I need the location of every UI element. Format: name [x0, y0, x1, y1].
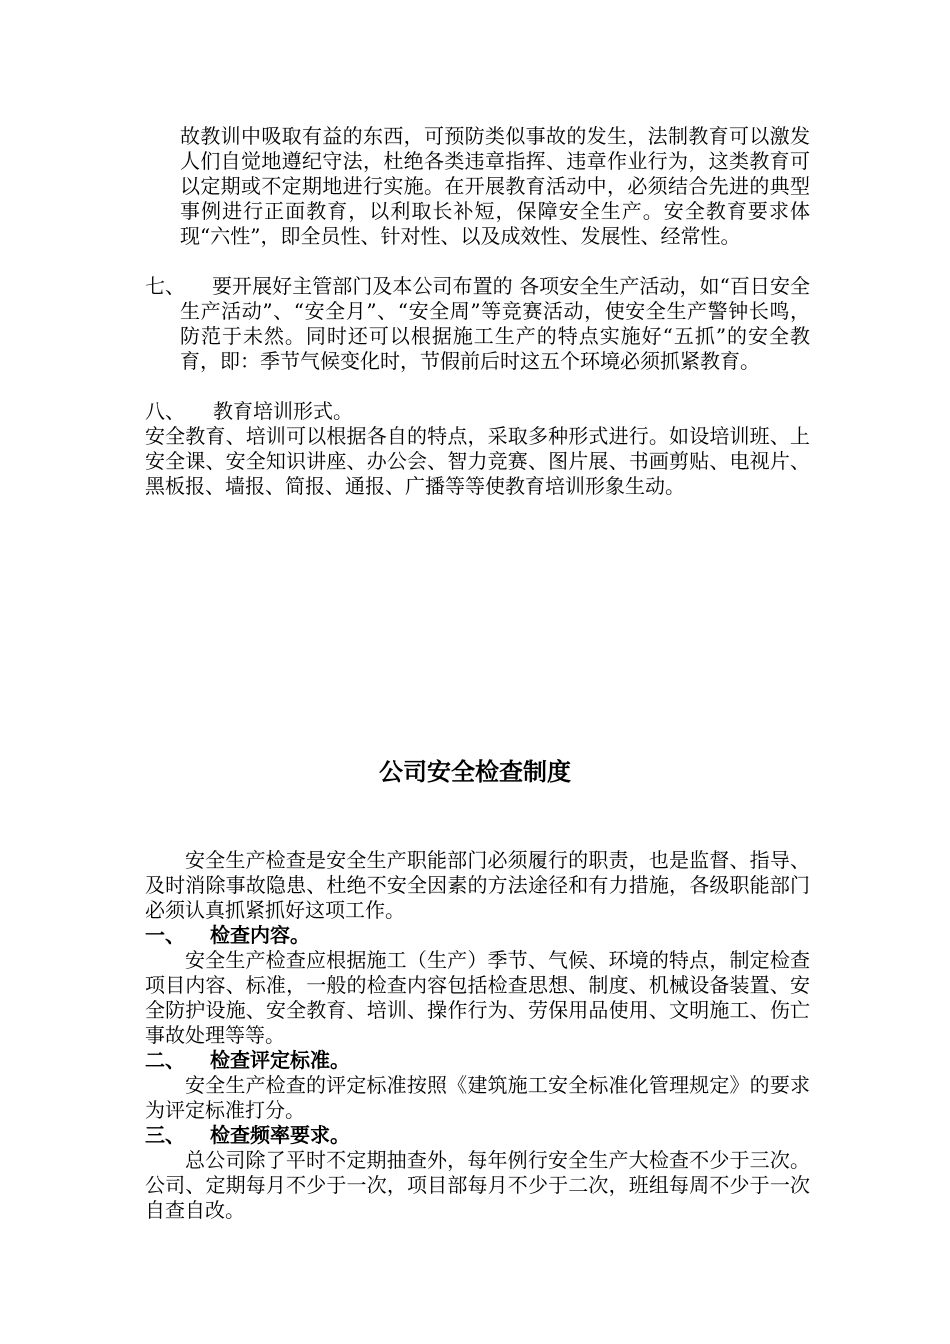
heading-one — [145, 923, 810, 948]
heading-two-text: 检查评定标准。 — [210, 1048, 350, 1072]
heading-one-number: 一、 — [145, 923, 185, 947]
item-seven-text: 要开展好主管部门及本公司布置的 各项安全生产活动，如“百日安全生产活动”、“安全月”、“安全周”等竞赛活动，使安全生产警钟长鸣，防范于未然。同时还可以根据施工生产的特点实施好“五抓”的安全教育，即：季节气候变化时，节假前后时这五个环境必须抓紧教育。 — [180, 274, 810, 373]
heading-one-text: 检查内容。 — [210, 923, 310, 947]
intro-paragraph: 安全生产检查是安全生产职能部门必须履行的职责，也是监督、指导、及时消除事故隐患、杜绝不安全因素的方法途径和有力措施，各级职能部门必须认真抓紧抓好这项工作。 — [145, 848, 810, 922]
continued-paragraph: 故教训中吸取有益的东西，可预防类似事故的发生，法制教育可以激发人们自觉地遵纪守法，杜绝各类违章指挥、违章作业行为，这类教育可以定期或不定期地进行实施。在开展教育活动中，必须结合先进的典型事例进行正面教育，以利取长补短，保障安全生产。安全教育要求体现“六性”，即全员性、针对性、以及成效性、发展性、经常性。 — [180, 124, 810, 248]
item-eight-text: 教育培训形式。 — [213, 399, 353, 423]
paragraph-three: 总公司除了平时不定期抽查外，每年例行安全生产大检查不少于三次。公司、定期每月不少于一次，项目部每月不少于二次，班组每周不少于一次自查自改。 — [145, 1148, 810, 1222]
heading-two — [145, 1048, 810, 1073]
heading-three-text: 检查频率要求。 — [210, 1123, 350, 1147]
paragraph-one: 安全生产检查应根据施工（生产）季节、气候、环境的特点，制定检查项目内容、标准，一般的检查内容包括检查思想、制度、机械设备装置、安全防护设施、安全教育、培训、操作行为、劳保用品使用、文明施工、伤亡事故处理等等。 — [145, 948, 810, 1047]
item-eight-number: 八、 — [145, 399, 185, 423]
heading-three-number: 三、 — [145, 1123, 185, 1147]
item-seven-number: 七、 — [145, 274, 185, 298]
heading-two-number: 二、 — [145, 1048, 185, 1072]
paragraph-two: 安全生产检查的评定标准按照《建筑施工安全标准化管理规定》的要求为评定标准打分。 — [145, 1073, 810, 1122]
heading-three — [145, 1123, 810, 1148]
item-eight-heading — [145, 399, 810, 424]
section-title: 公司安全检查制度 — [379, 758, 571, 786]
item-seven — [145, 274, 810, 374]
item-eight-paragraph: 安全教育、培训可以根据各自的特点，采取多种形式进行。如设培训班、上安全课、安全知识讲座、办公会、智力竞赛、图片展、书画剪贴、电视片、黑板报、墙报、简报、通报、广播等等使教育培训形象生动。 — [145, 424, 810, 498]
